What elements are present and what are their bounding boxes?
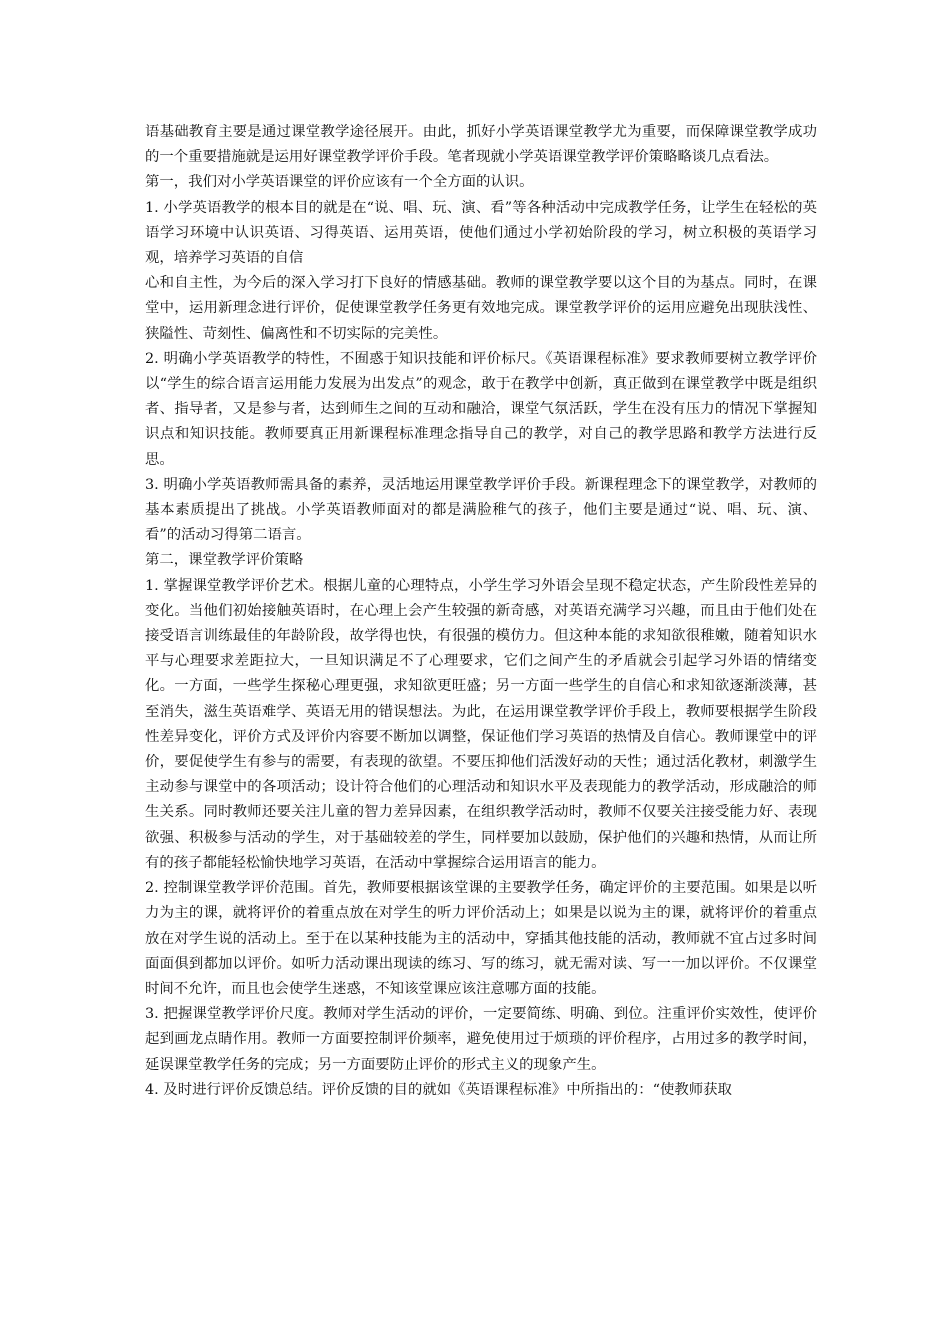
point-3-paragraph: 3. 明确小学英语教师需具备的素养，灵活地运用课堂教学评价手段。新课程理念下的课堂教学，对教师的基本素质提出了挑战。小学英语教师面对的都是满脸稚气的孩子，他们主要是通过“说、唱、玩、演、看”的活动习得第二语言。: [145, 476, 817, 544]
section-heading-second: 第二，课堂教学评价策略: [145, 552, 304, 569]
intro-paragraph: 语基础教育主要是通过课堂教学途径展开。由此，抓好小学英语课堂教学尤为重要，而保障课堂教学成功的一个重要措施就是运用好课堂教学评价手段。笔者现就小学英语课堂教学评价策略略谈几点看法。: [145, 124, 817, 166]
strategy-2-paragraph: 2. 控制课堂教学评价范围。首先，教师要根据该堂课的主要教学任务，确定评价的主要范围。如果是以听力为主的课，就将评价的着重点放在对学生的听力评价活动上；如果是以说为主的课，就将评价的着重点放在对学生说的活动上。至于在以某种技能为主的活动中，穿插其他技能的活动，教师就不宜占过多时间面面俱到都加以评价。如听力活动课出现读的练习、写的练习，就无需对读、写一一加以评价。不仅课堂时间不允许，而且也会使学生迷惑，不知该堂课应该注意哪方面的技能。: [145, 880, 817, 997]
document-body: [145, 120, 817, 1103]
strategy-3-paragraph: 3. 把握课堂教学评价尺度。教师对学生活动的评价，一定要简练、明确、到位。注重评价实效性，使评价起到画龙点睛作用。教师一方面要控制评价频率，避免使用过于烦琐的评价程序，占用过多的教学时间，延误课堂教学任务的完成；另一方面要防止评价的形式主义的现象产生。: [145, 1006, 817, 1073]
section-heading-first: 第一，我们对小学英语课堂的评价应该有一个全方面的认识。: [145, 174, 534, 191]
point-1-paragraph: 1. 小学英语教学的根本目的就是在“说、唱、玩、演、看”等各种活动中完成教学任务，让学生在轻松的英语学习环境中认识英语、习得英语、运用英语，使他们通过小学初始阶段的学习，树立积极的英语学习观，培养学习英语的自信: [145, 199, 817, 267]
point-1-continuation-paragraph: 心和自主性，为今后的深入学习打下良好的情感基础。教师的课堂教学要以这个目的为基点。同时，在课堂中，运用新理念进行评价，促使课堂教学任务更有效地完成。课堂教学评价的运用应避免出现肤浅性、狭隘性、苛刻性、偏离性和不切实际的完美性。: [145, 275, 817, 342]
point-2-paragraph: 2. 明确小学英语教学的特性，不囿惑于知识技能和评价标尺。《英语课程标准》要求教师要树立教学评价以“学生的综合语言运用能力发展为出发点”的观念，敢于在教学中创新，真正做到在课堂教学中既是组织者、指导者，又是参与者，达到师生之间的互动和融洽，课堂气氛活跃，学生在没有压力的情况下掌握知识点和知识技能。教师要真正用新课程标准理念指导自己的教学，对自己的教学思路和教学方法进行反思。: [145, 350, 817, 468]
strategy-4-paragraph: 4. 及时进行评价反馈总结。评价反馈的目的就如《英语课程标准》中所指出的：“使教师获取: [145, 1081, 732, 1098]
strategy-1-paragraph: 1. 掌握课堂教学评价艺术。根据儿童的心理特点，小学生学习外语会呈现不稳定状态，产生阶段性差异的变化。当他们初始接触英语时，在心理上会产生较强的新奇感，对英语充满学习兴趣，而且由于他们处在接受语言训练最佳的年龄阶段，故学得也快，有很强的模仿力。但这种本能的求知欲很稚嫩，随着知识水平与心理要求差距拉大，一旦知识满足不了心理要求，它们之间产生的矛盾就会引起学习外语的情绪变化。一方面，一些学生探秘心理更强，求知欲更旺盛；另一方面一些学生的自信心和求知欲逐渐淡薄，甚至消失，滋生英语难学、英语无用的错误想法。为此，在运用课堂教学评价手段上，教师要根据学生阶段性差异变化，评价方式及评价内容要不断加以调整，保证他们学习英语的热情及自信心。教师课堂中的评价，要促使学生有参与的需要，有表现的欲望。不要压抑他们活泼好动的天性；通过活化教材，刺激学生主动参与课堂中的各项活动；设计符合他们的心理活动和知识水平及表现能力的教学活动，形成融洽的师生关系。同时教师还要关注儿童的智力差异因素，在组织教学活动时，教师不仅要关注接受能力好、表现欲强、积极参与活动的学生，对于基础较差的学生，同样要加以鼓励，保护他们的兴趣和热情，从而让所有的孩子都能轻松愉快地学习英语，在活动中掌握综合运用语言的能力。: [145, 577, 817, 871]
